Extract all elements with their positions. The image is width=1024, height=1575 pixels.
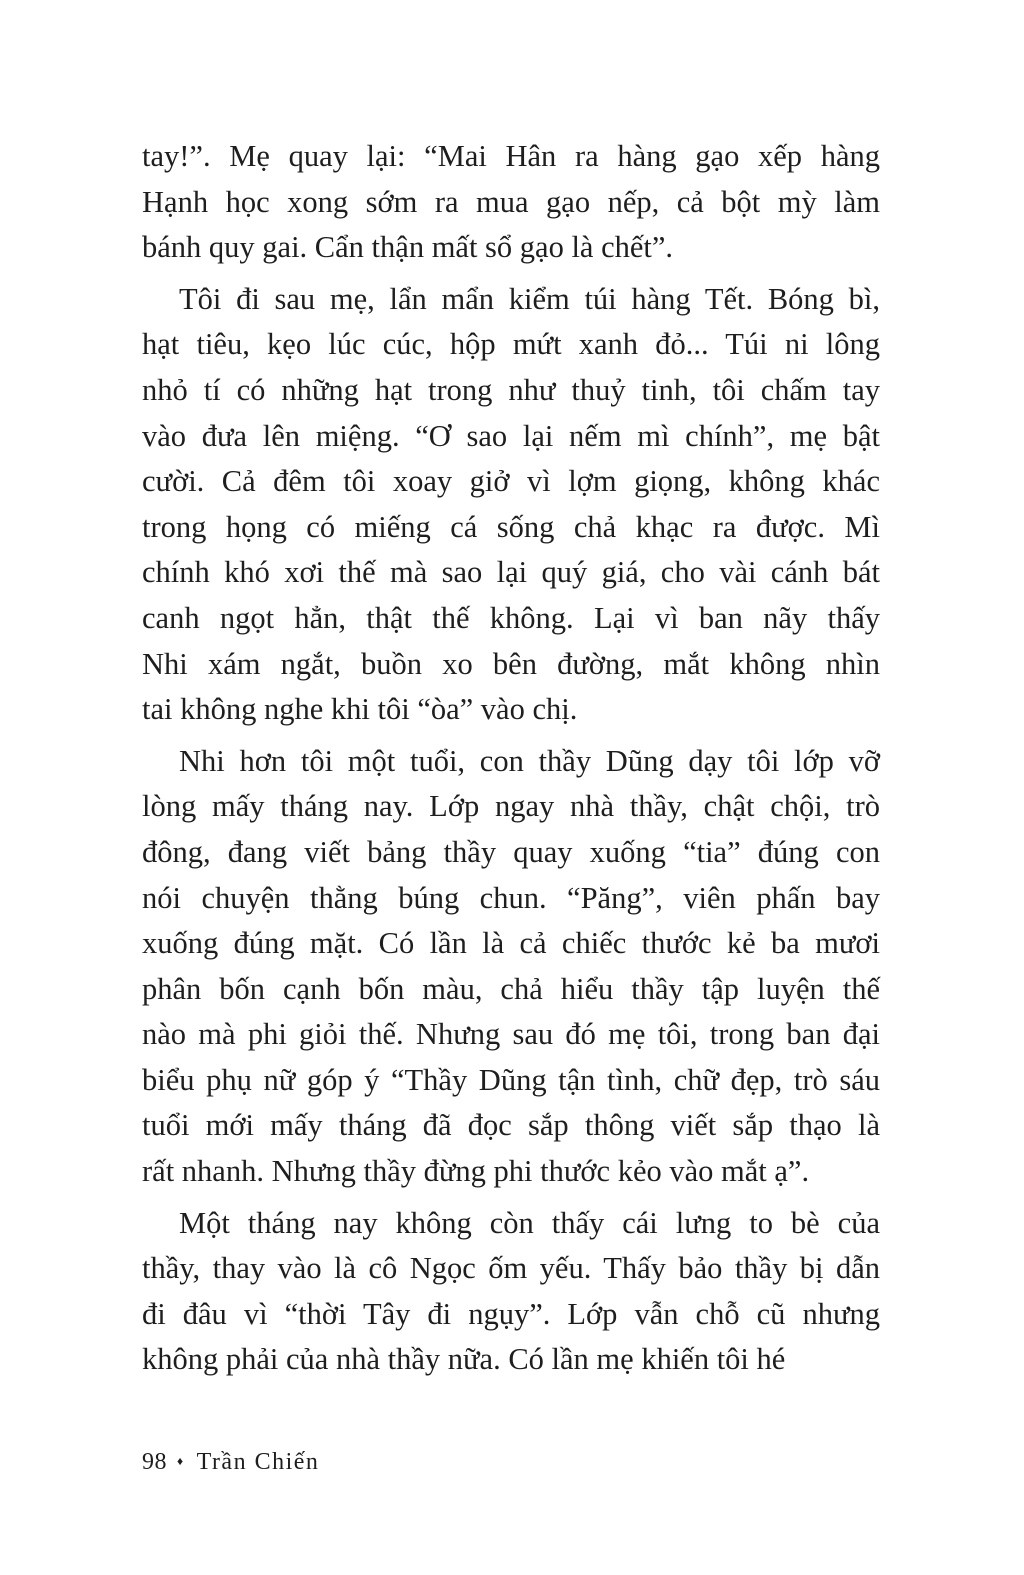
- text-line: trong họng có miếng cá sống chả khạc ra được. Mì: [142, 509, 880, 544]
- body-text: [142, 134, 880, 1389]
- paragraph: [142, 277, 880, 733]
- paragraph: [142, 739, 880, 1195]
- text-line: Hạnh học xong sớm ra mua gạo nếp, cả bột mỳ làm: [142, 184, 880, 219]
- text-line: hạt tiêu, kẹo lúc cúc, hộp mứt xanh đỏ... Túi ni lông: [142, 327, 880, 362]
- page-number: 98: [142, 1449, 167, 1475]
- text-line: không phải của nhà thầy nữa. Có lần mẹ khiến tôi hé: [142, 1342, 786, 1377]
- text-line: thầy, thay vào là cô Ngọc ốm yếu. Thấy bảo thầy bị dẫn: [142, 1251, 880, 1286]
- text-line: nào mà phi giỏi thế. Nhưng sau đó mẹ tôi, trong ban đại: [142, 1017, 880, 1052]
- text-line: Một tháng nay không còn thấy cái lưng to bè của: [179, 1205, 880, 1240]
- text-line: vào đưa lên miệng. “Ơ sao lại nếm mì chính”, mẹ bật: [142, 418, 880, 453]
- text-line: nói chuyện thằng búng chun. “Păng”, viên phấn bay: [142, 880, 880, 915]
- text-line: xuống đúng mặt. Có lần là cả chiếc thước kẻ ba mươi: [142, 926, 880, 961]
- paragraph: [142, 134, 880, 271]
- text-line: Nhi hơn tôi một tuổi, con thầy Dũng dạy tôi lớp vỡ: [179, 743, 880, 778]
- text-line: đi đâu vì “thời Tây đi ngụy”. Lớp vẫn chỗ cũ nhưng: [142, 1296, 880, 1331]
- text-line: nhỏ tí có những hạt trong như thuỷ tinh, tôi chấm tay: [142, 372, 880, 407]
- text-line: bánh quy gai. Cẩn thận mất sổ gạo là chết”.: [142, 230, 674, 265]
- author-name: Trần Chiến: [196, 1449, 320, 1475]
- text-line: chính khó xơi thế mà sao lại quý giá, cho vài cánh bát: [142, 555, 880, 590]
- text-line: canh ngọt hẳn, thật thế không. Lại vì ban nãy thấy: [142, 600, 880, 635]
- text-line: rất nhanh. Nhưng thầy đừng phi thước kẻo vào mắt ạ”.: [142, 1154, 810, 1189]
- text-line: tay!”. Mẹ quay lại: “Mai Hân ra hàng gạo xếp hàng: [142, 139, 880, 173]
- text-line: Tôi đi sau mẹ, lẩn mẩn kiểm túi hàng Tết. Bóng bì,: [179, 281, 880, 316]
- text-line: đông, đang viết bảng thầy quay xuống “tia” đúng con: [142, 834, 880, 869]
- diamond-separator-icon: ♦: [177, 1454, 185, 1468]
- text-line: tai không nghe khi tôi “òa” vào chị.: [142, 692, 578, 727]
- paragraph: [142, 1201, 880, 1383]
- text-line: cười. Cả đêm tôi xoay giở vì lợm giọng, không khác: [142, 464, 880, 499]
- text-line: lòng mấy tháng nay. Lớp ngay nhà thầy, chật chội, trò: [142, 789, 880, 824]
- text-line: biểu phụ nữ góp ý “Thầy Dũng tận tình, chữ đẹp, trò sáu: [142, 1062, 880, 1097]
- text-line: Nhi xám ngắt, buồn xo bên đường, mắt không nhìn: [142, 646, 880, 681]
- page-footer: [142, 1449, 319, 1476]
- text-line: tuổi mới mấy tháng đã đọc sắp thông viết sắp thạo là: [142, 1108, 880, 1143]
- text-line: phân bốn cạnh bốn màu, chả hiểu thầy tập luyện thế: [142, 971, 880, 1006]
